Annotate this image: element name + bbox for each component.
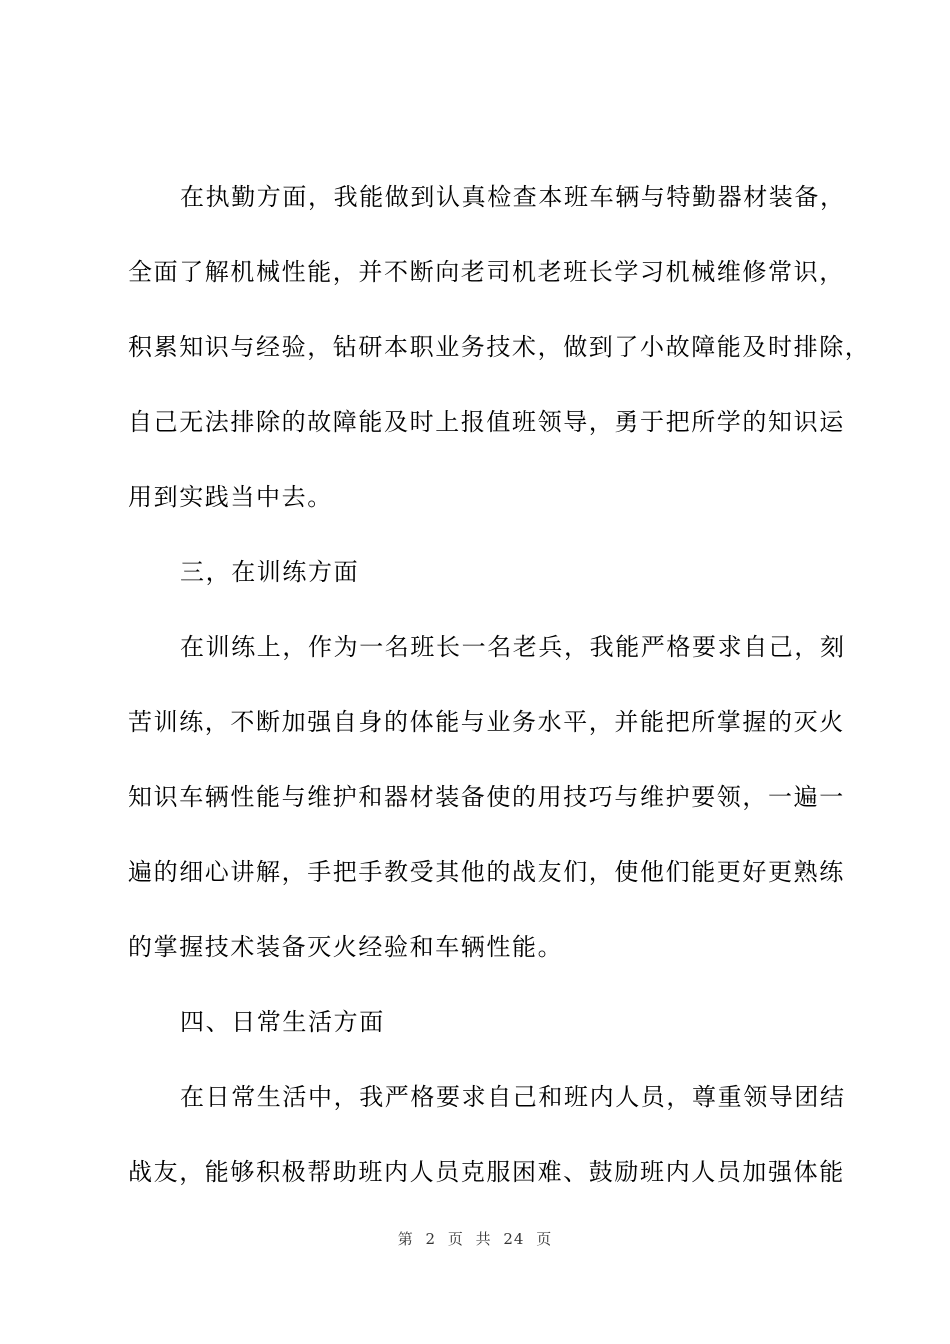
text-line: 用到实践当中去。 (128, 483, 333, 511)
text-line: 积累知识与经验，钻研本职业务技术，做到了小故障能及时排除， (128, 333, 871, 361)
text-line: 遍的细心讲解，手把手教受其他的战友们，使他们能更好更熟练 (128, 858, 845, 886)
text-line: 全面了解机械性能，并不断向老司机老班长学习机械维修常识， (128, 258, 845, 286)
section-heading: 四、日常生活方面 (180, 1008, 385, 1036)
text-line: 知识车辆性能与维护和器材装备使的用技巧与维护要领，一遍一 (128, 783, 845, 811)
document-body (128, 172, 871, 1222)
page-number-footer: 第 2 页 共 24 页 (397, 1230, 553, 1248)
text-line: 在执勤方面，我能做到认真检查本班车辆与特勤器材装备， (180, 183, 846, 211)
text-line: 战友，能够积极帮助班内人员克服困难、鼓励班内人员加强体能 (128, 1158, 845, 1186)
text-line: 在日常生活中，我严格要求自己和班内人员，尊重领导团结 (180, 1083, 846, 1111)
text-line: 苦训练，不断加强自身的体能与业务水平，并能把所掌握的灭火 (128, 708, 845, 736)
text-line: 的掌握技术装备灭火经验和车辆性能。 (128, 933, 564, 961)
text-line: 自己无法排除的故障能及时上报值班领导，勇于把所学的知识运 (128, 408, 845, 436)
section-heading: 三，在训练方面 (180, 558, 360, 586)
text-line: 在训练上，作为一名班长一名老兵，我能严格要求自己，刻 (180, 633, 846, 661)
